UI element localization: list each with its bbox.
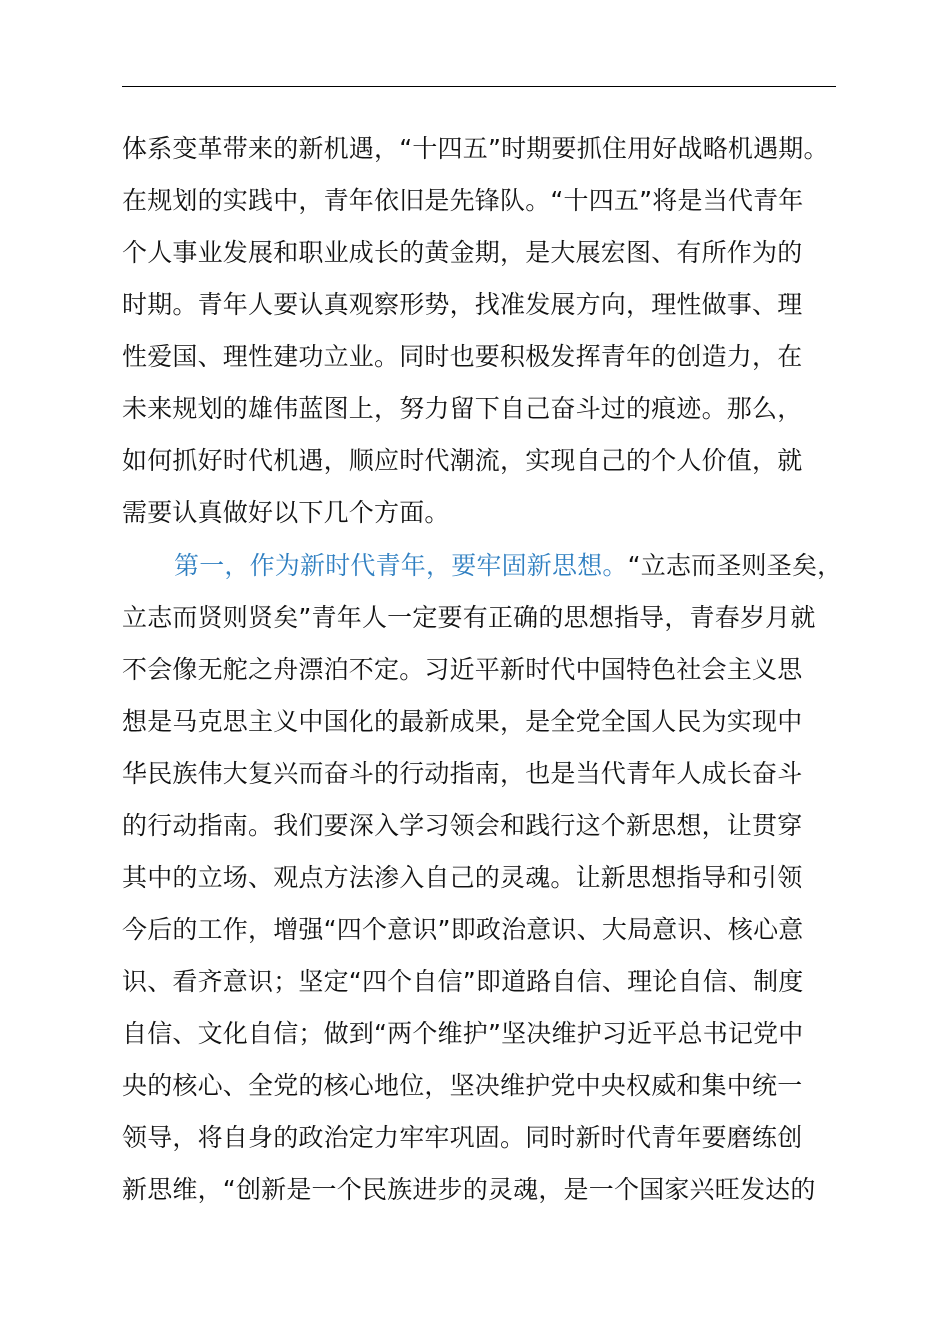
text-line: 性爱国、理性建功立业。同时也要积极发挥青年的创造力，在 bbox=[122, 342, 803, 371]
text-line: 不会像无舵之舟漂泊不定。习近平新时代中国特色社会主义思 bbox=[122, 655, 803, 684]
text-line: 时期。青年人要认真观察形势，找准发展方向，理性做事、理 bbox=[122, 290, 803, 319]
text-line: 想是马克思主义中国化的最新成果，是全党全国人民为实现中 bbox=[122, 707, 803, 736]
text-line: 其中的立场、观点方法渗入自己的灵魂。让新思想指导和引领 bbox=[122, 863, 803, 892]
text-line: 在规划的实践中，青年依旧是先锋队。“十四五”将是当代青年 bbox=[122, 186, 804, 215]
header-rule bbox=[122, 86, 836, 87]
text-line: 需要认真做好以下几个方面。 bbox=[122, 498, 450, 527]
section-heading: 第一，作为新时代青年，要牢固新思想。 bbox=[174, 551, 628, 580]
text-line: 如何抓好时代机遇，顺应时代潮流，实现自己的个人价值，就 bbox=[122, 446, 803, 475]
text-line: 的行动指南。我们要深入学习领会和践行这个新思想，让贯穿 bbox=[122, 811, 803, 840]
text-line: 央的核心、全党的核心地位，坚决维护党中央权威和集中统一 bbox=[122, 1071, 803, 1100]
text-line: 自信、文化自信；做到“两个维护”坚决维护习近平总书记党中 bbox=[122, 1019, 804, 1048]
text-line: 新思维，“创新是一个民族进步的灵魂，是一个国家兴旺发达的 bbox=[122, 1175, 816, 1204]
text-line: 未来规划的雄伟蓝图上，努力留下自己奋斗过的痕迹。那么， bbox=[122, 394, 803, 423]
section-heading-continuation: “立志而圣则圣矣， bbox=[627, 551, 843, 580]
text-line: 识、看齐意识；坚定“四个自信”即道路自信、理论自信、制度 bbox=[122, 967, 804, 996]
section-heading-line bbox=[174, 546, 842, 586]
text-line: 华民族伟大复兴而奋斗的行动指南，也是当代青年人成长奋斗 bbox=[122, 759, 803, 788]
text-line: 体系变革带来的新机遇，“十四五”时期要抓住用好战略机遇期。 bbox=[122, 134, 829, 163]
text-line: 个人事业发展和职业成长的黄金期，是大展宏图、有所作为的 bbox=[122, 238, 803, 267]
text-line: 领导，将自身的政治定力牢牢巩固。同时新时代青年要磨练创 bbox=[122, 1123, 803, 1152]
text-line: 立志而贤则贤矣”青年人一定要有正确的思想指导，青春岁月就 bbox=[122, 603, 816, 632]
text-line: 今后的工作，增强“四个意识”即政治意识、大局意识、核心意 bbox=[122, 915, 804, 944]
